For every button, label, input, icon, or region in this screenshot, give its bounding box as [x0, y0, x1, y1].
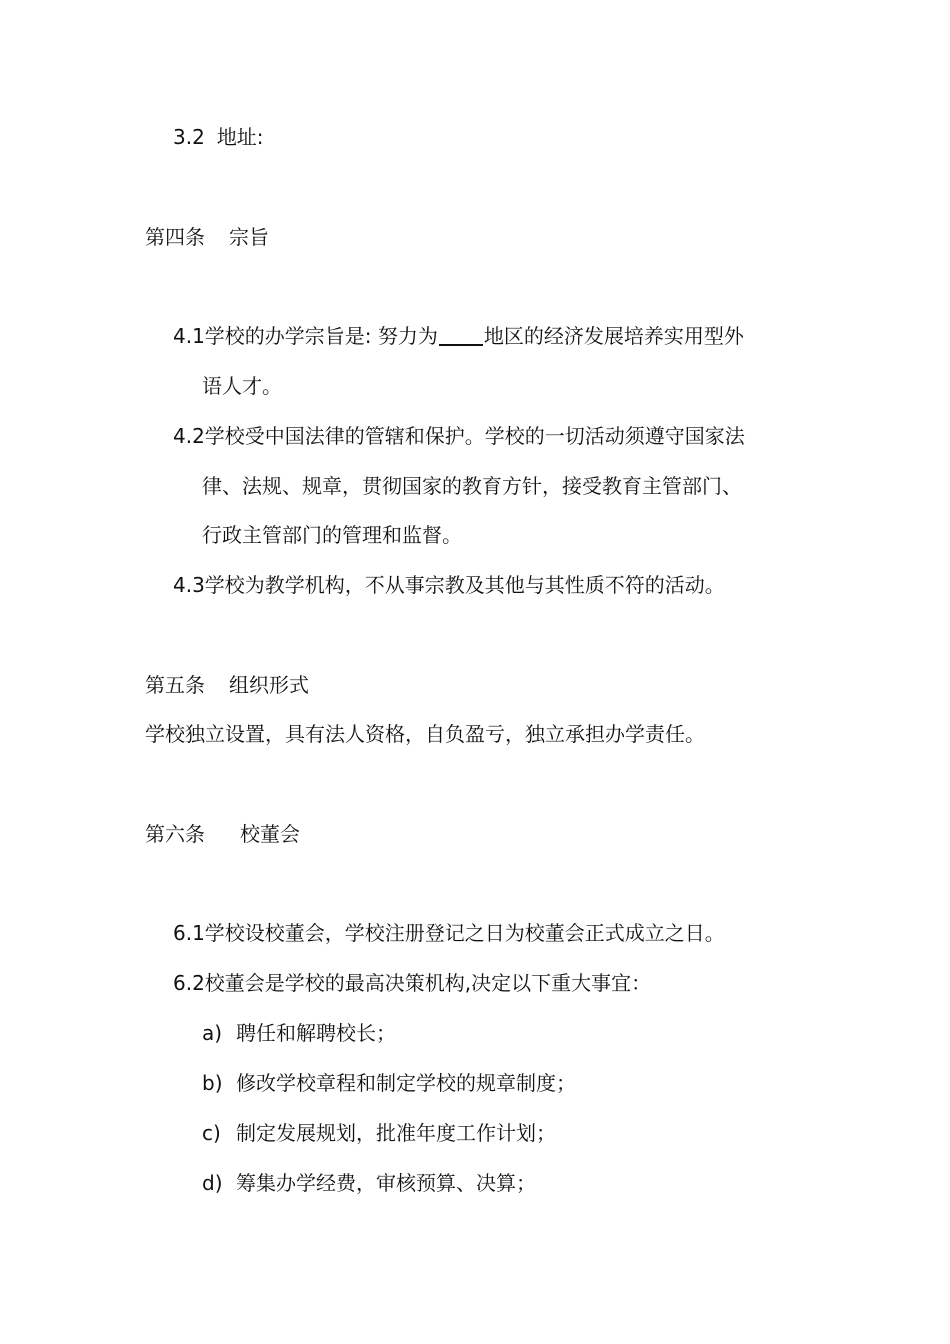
article-number: 第四条 [145, 225, 205, 249]
section-number: 3.2 [173, 125, 205, 149]
list-marker: a) [202, 1021, 223, 1045]
paragraph-5: 学校独立设置，具有法人资格，自负盈亏，独立承担办学责任。 [145, 722, 705, 746]
paragraph-4-2-line-2: 律、法规、规章，贯彻国家的教育方针，接受教育主管部门、 [202, 474, 742, 498]
list-item [202, 1070, 576, 1096]
paragraph-text: 4.1学校的办学宗旨是: 努力为 [173, 324, 438, 348]
list-item [202, 1170, 536, 1196]
article-title: 校董会 [240, 822, 300, 846]
section-3-2 [173, 124, 264, 150]
fill-in-blank [439, 324, 483, 346]
list-marker: d) [202, 1171, 223, 1195]
section-label: 地址: [216, 125, 264, 149]
paragraph-4-1-line-1 [173, 323, 744, 349]
list-item [202, 1120, 556, 1146]
list-item [202, 1020, 396, 1046]
article-title: 组织形式 [229, 673, 309, 697]
list-item-text: 制定发展规划，批准年度工作计划； [236, 1121, 556, 1145]
paragraph-4-2-line-1: 4.2学校受中国法律的管辖和保护。学校的一切活动须遵守国家法 [173, 424, 745, 448]
paragraph-4-3: 4.3学校为教学机构，不从事宗教及其他与其性质不符的活动。 [173, 573, 725, 597]
list-item-text: 修改学校章程和制定学校的规章制度； [236, 1071, 576, 1095]
article-number: 第六条 [145, 822, 205, 846]
article-title: 宗旨 [229, 225, 269, 249]
paragraph-6-2: 6.2校董会是学校的最高决策机构,决定以下重大事宜： [173, 971, 652, 995]
article-5-heading [145, 672, 309, 698]
paragraph-text: 地区的经济发展培养实用型外 [483, 324, 744, 348]
list-marker: c) [202, 1121, 221, 1145]
paragraph-6-1: 6.1学校设校董会，学校注册登记之日为校董会正式成立之日。 [173, 921, 725, 945]
article-6-heading [145, 821, 300, 847]
article-number: 第五条 [145, 673, 205, 697]
list-item-text: 筹集办学经费，审核预算、决算； [236, 1171, 536, 1195]
paragraph-4-1-line-2: 语人才。 [202, 374, 282, 398]
list-item-text: 聘任和解聘校长； [236, 1021, 396, 1045]
paragraph-4-2-line-3: 行政主管部门的管理和监督。 [202, 523, 462, 547]
list-marker: b) [202, 1071, 223, 1095]
article-4-heading [145, 224, 269, 250]
